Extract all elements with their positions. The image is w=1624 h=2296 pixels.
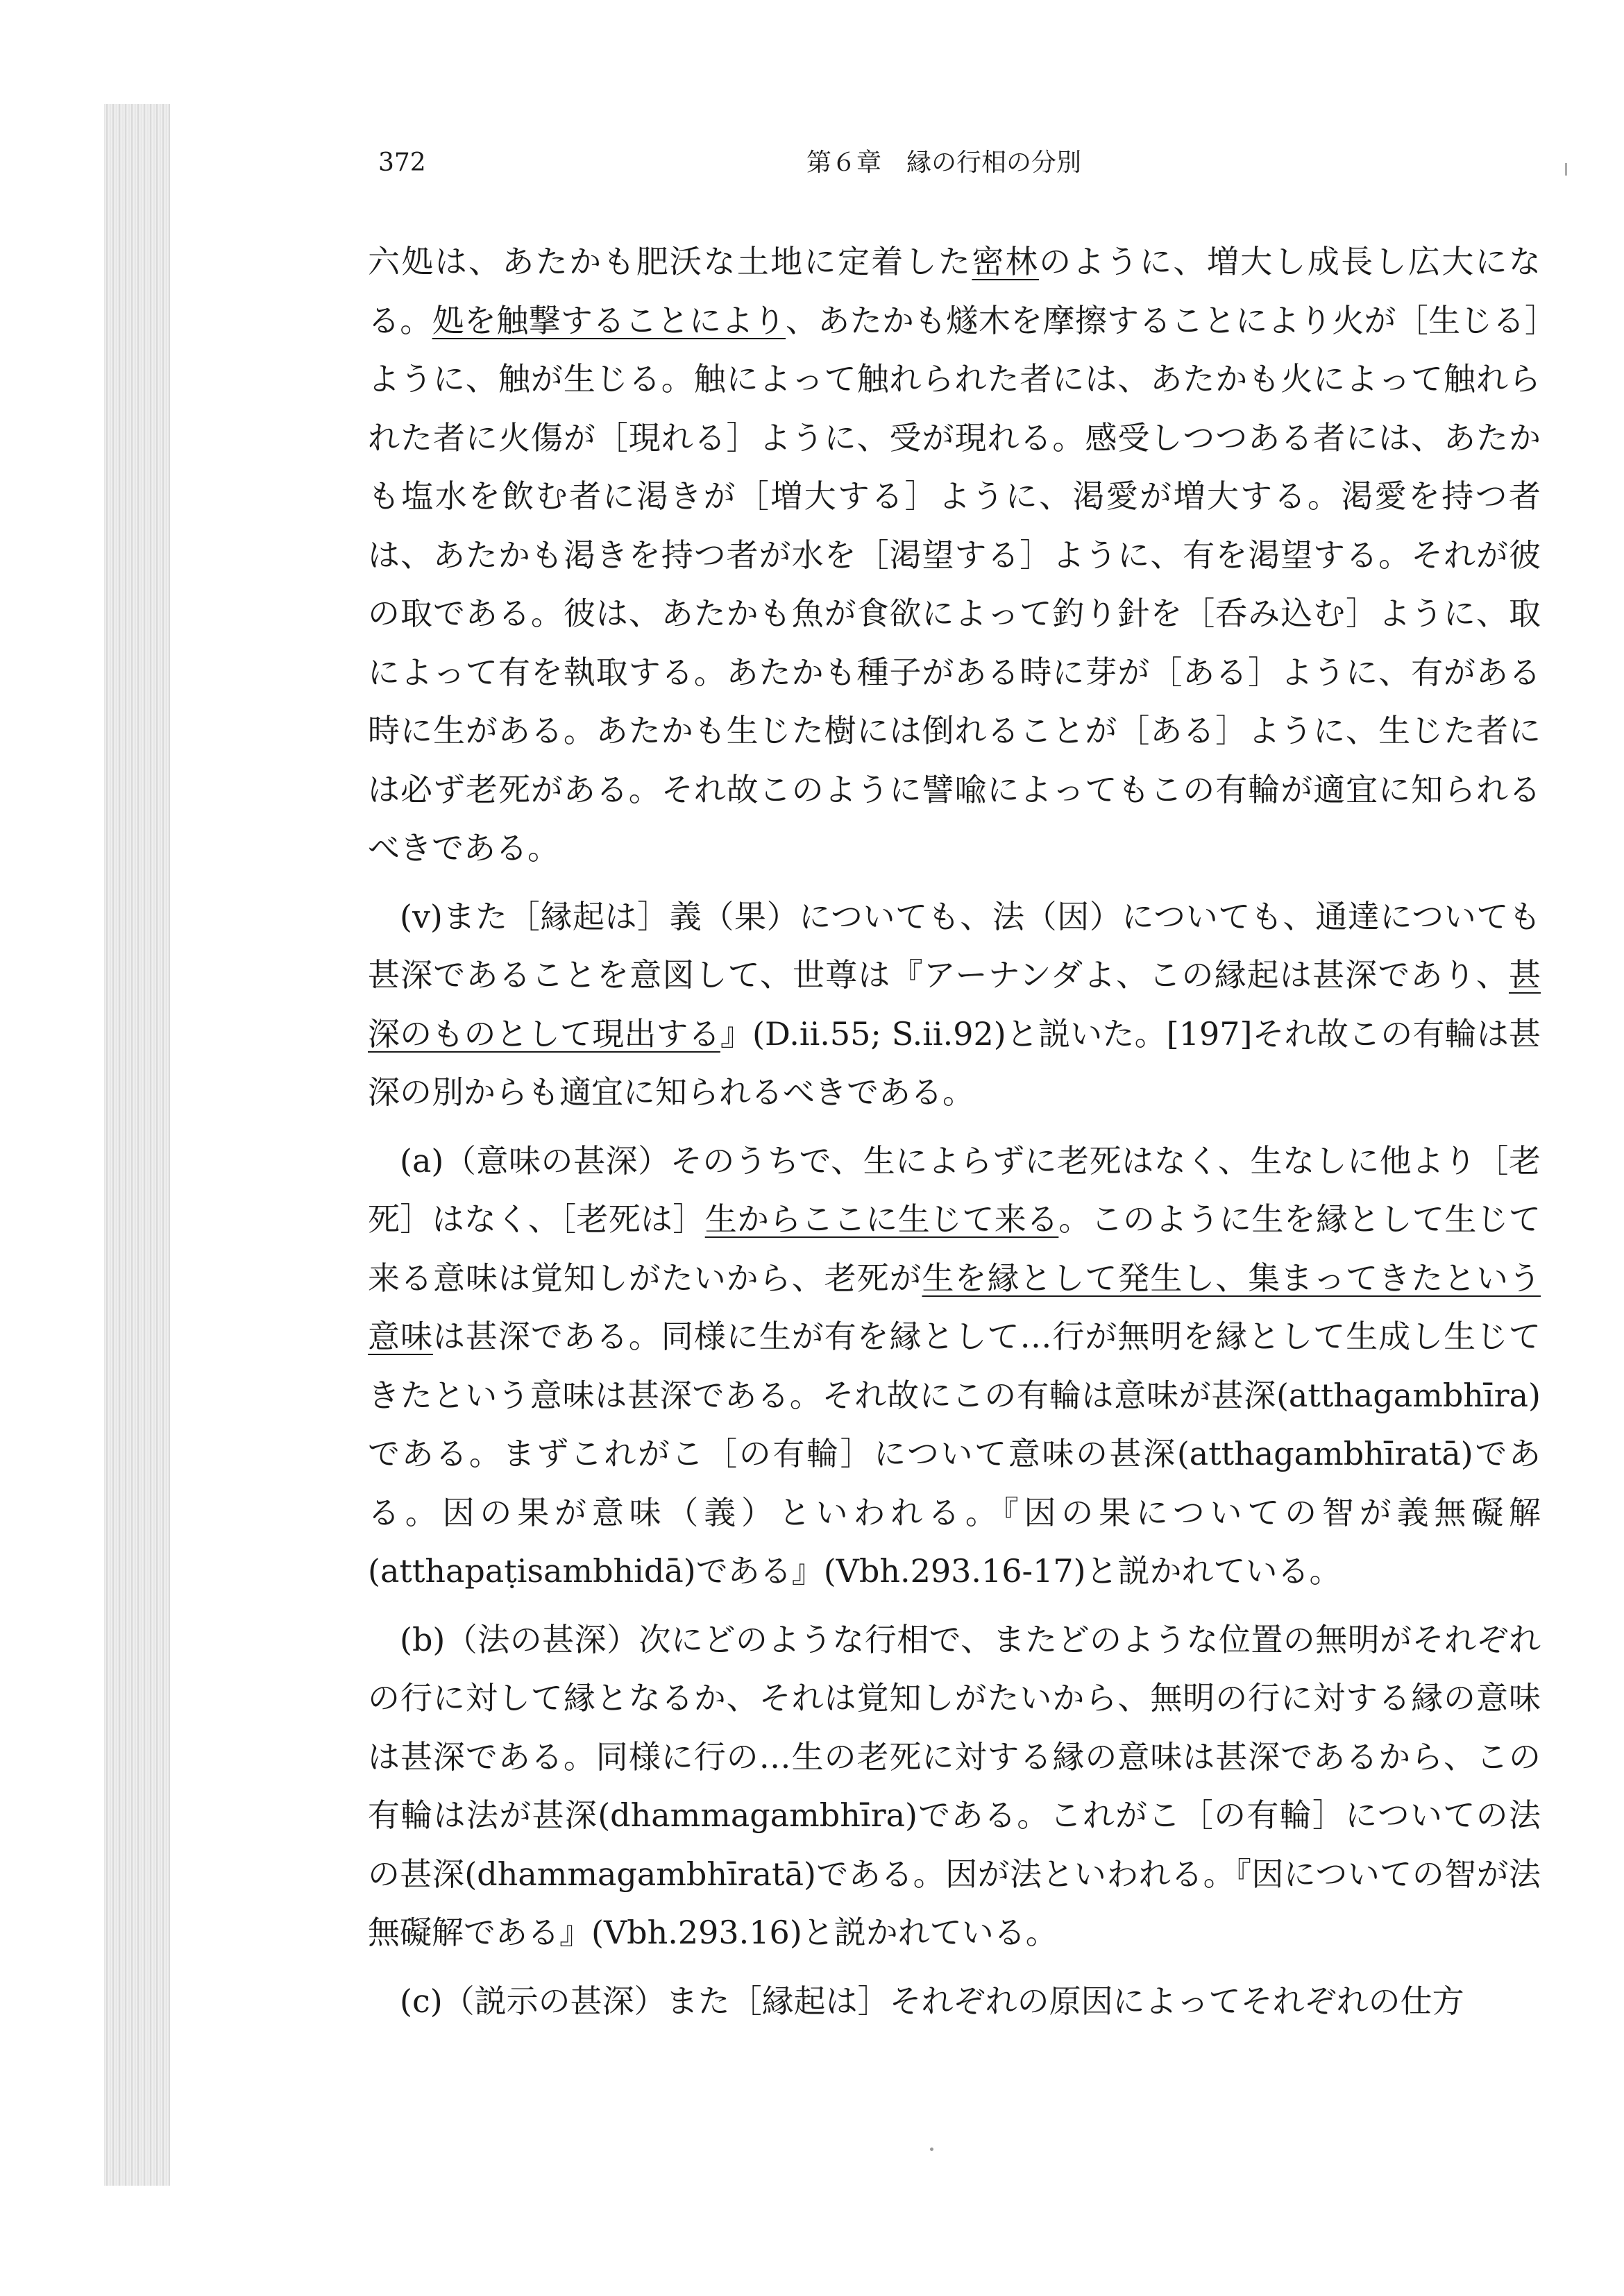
underlined-phrase: 生を縁として発生し、集まってきたという意味: [368, 1259, 1541, 1355]
text-run: 』(D.ii.55; S.ii.92)と説いた。[197]それ故この有輪は甚深の別からも適宜に知られるべきである。: [368, 1014, 1541, 1111]
text-run: (b)（法の甚深）次にどのような行相で、またどのような位置の無明がそれぞれの行に対して縁となるか、それは覚知しがたいから、無明の行に対する縁の意味は甚深である。同様に行の…生の老死に対する縁の意味は甚深であるから、この有輪は法が甚深(dhammagambhīra)である。これがこ［の有輪］についての法の甚深(dhammagambhīratā)である。因が法といわれる。『因についての智が法無礙解である』(Vbh.293.16)と説かれている。: [368, 1620, 1541, 1951]
underlined-phrase: 処を触撃することにより: [432, 301, 786, 339]
running-header: [368, 139, 1520, 187]
text-run: 。このように生を縁として生じて来る意味は覚知しがたいから、老死が: [368, 1200, 1541, 1297]
text-run: (a)（意味の甚深）そのうちで、生によらずに老死はなく、生なしに他より［老死］はなく、［老死は］: [368, 1141, 1541, 1238]
underlined-phrase: 甚深のものとして現出する: [368, 956, 1541, 1053]
underlined-phrase: 生からここに生じて来る: [704, 1200, 1059, 1238]
paragraph: [368, 232, 1541, 878]
page-number: 372: [378, 148, 426, 177]
stray-scan-mark: [1565, 163, 1567, 176]
text-run: は甚深である。同様に生が有を縁として…行が無明を縁として生成し生じてきたという意味は甚深である。それ故にこの有輪は意味が甚深(atthagambhīra)である。まずこれがこ［の有輪］について意味の甚深(atthagambhīratā)である。因の果が意味（義）といわれる。『因の果についての智が義無礙解(atthapaṭisambhidā)である』(Vbh.293.16-17)と説かれている。: [368, 1318, 1541, 1590]
text-run: 、あたかも燧木を摩擦することにより火が［生じる］ように、触が生じる。触によって触れられた者には、あたかも火によって触れられた者に火傷が［現れる］ように、受が現れる。感受しつつある者には、あたかも塩水を飲む者に渇きが［増大する］ように、渇愛が増大する。渇愛を持つ者は、あたかも渇きを持つ者が水を［渇望する］ように、有を渇望する。それが彼の取である。彼は、あたかも魚が食欲によって釣り針を［呑み込む］ように、取によって有を執取する。あたかも種子がある時に芽が［ある］ように、有がある時に生がある。あたかも生じた樹には倒れることが［ある］ように、生じた者には必ず老死がある。それ故このように譬喩によってもこの有輪が適宜に知られるべきである。: [368, 301, 1541, 867]
underlined-phrase: 密林: [972, 243, 1040, 280]
body-text: [368, 232, 1541, 2040]
stray-scan-dot: [930, 2148, 933, 2151]
paragraph: [368, 1610, 1541, 1962]
running-title: 第６章 縁の行相の分別: [806, 148, 1081, 177]
paragraph: [368, 1132, 1541, 1601]
paragraph: [368, 1972, 1541, 2031]
text-run: 六処は、あたかも肥沃な土地に定着した: [368, 243, 972, 280]
text-run: (v)また［縁起は］義（果）についても、法（因）についても、通達についても甚深であることを意図して、世尊は『アーナンダよ、この縁起は甚深であり、: [368, 897, 1541, 994]
scan-edge-shading: [104, 104, 170, 2186]
paragraph: [368, 887, 1541, 1122]
text-run: のように、増大し成長し広大になる。: [368, 243, 1541, 339]
text-run: (c)（説示の甚深）また［縁起は］それぞれの原因によってそれぞれの仕方: [400, 1982, 1464, 2020]
